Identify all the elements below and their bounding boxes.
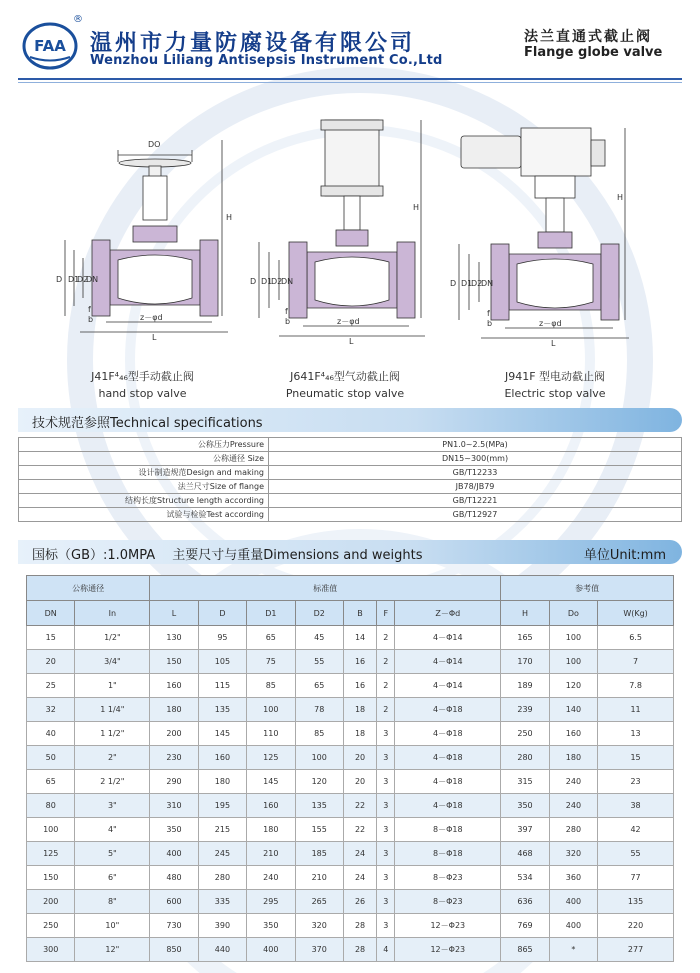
column-header: B: [343, 601, 376, 626]
column-header: D: [198, 601, 246, 626]
dim-do: DO: [148, 140, 161, 149]
table-cell: 3: [377, 890, 395, 914]
table-cell: 12": [75, 938, 150, 962]
table-cell: 636: [501, 890, 549, 914]
table-cell: 100: [27, 818, 75, 842]
table-cell: 16: [343, 650, 376, 674]
table-cell: 120: [295, 770, 343, 794]
table-row: [27, 650, 674, 674]
table-cell: 115: [198, 674, 246, 698]
table-cell: 2: [377, 698, 395, 722]
table-cell: 250: [27, 914, 75, 938]
table-cell: 2: [377, 674, 395, 698]
table-row: [27, 842, 674, 866]
table-cell: 440: [198, 938, 246, 962]
table-cell: 534: [501, 866, 549, 890]
group-header-standard: 标准值: [150, 576, 501, 601]
pneumatic-stop-valve-model: J641F⁴₄₆型气动截止阀: [290, 370, 400, 383]
table-cell: 150: [27, 866, 75, 890]
electric-stop-valve-name: Electric stop valve: [504, 387, 606, 400]
table-cell: 3/4": [75, 650, 150, 674]
spec-value: GB/T12927: [269, 508, 682, 522]
spec-row: [19, 438, 682, 452]
table-cell: 165: [501, 626, 549, 650]
header-divider: [18, 78, 682, 80]
table-row: [27, 674, 674, 698]
column-header: Do: [549, 601, 597, 626]
table-cell: *: [549, 938, 597, 962]
table-cell: 189: [501, 674, 549, 698]
table-cell: 110: [247, 722, 295, 746]
table-cell: 150: [150, 650, 198, 674]
registered-mark: ®: [73, 14, 83, 25]
table-cell: 350: [247, 914, 295, 938]
table-cell: 100: [549, 650, 597, 674]
table-cell: 120: [549, 674, 597, 698]
table-cell: 2: [377, 626, 395, 650]
table-cell: 180: [198, 770, 246, 794]
table-cell: 8": [75, 890, 150, 914]
table-cell: 140: [549, 698, 597, 722]
table-cell: 210: [295, 866, 343, 890]
group-header-nominal: 公称通径: [27, 576, 150, 601]
spec-table: [18, 437, 682, 522]
dim-f: f: [285, 307, 288, 316]
table-cell: 38: [598, 794, 674, 818]
table-cell: 250: [501, 722, 549, 746]
table-cell: 155: [295, 818, 343, 842]
table-cell: 130: [150, 626, 198, 650]
table-cell: 3: [377, 818, 395, 842]
pneumatic-stop-valve-name: Pneumatic stop valve: [285, 387, 405, 400]
pneumatic-stop-valve-drawing: [245, 100, 445, 360]
column-header: In: [75, 601, 150, 626]
spec-row: [19, 466, 682, 480]
dim-z: z－φd: [337, 317, 360, 326]
column-header: DN: [27, 601, 75, 626]
table-cell: 4－Φ14: [395, 650, 501, 674]
company-logo: [22, 22, 78, 70]
table-row: [27, 698, 674, 722]
table-row: [27, 890, 674, 914]
hand-stop-valve-model: J41F⁴₄₆型手动截止阀: [91, 370, 194, 383]
table-cell: 15: [27, 626, 75, 650]
table-cell: 397: [501, 818, 549, 842]
table-cell: 160: [150, 674, 198, 698]
dim-d: D: [450, 279, 457, 288]
dim-l: L: [551, 339, 556, 348]
table-cell: 65: [247, 626, 295, 650]
table-cell: 730: [150, 914, 198, 938]
dim-z: z－φd: [140, 313, 163, 322]
table-cell: 4－Φ18: [395, 722, 501, 746]
spec-key: 设计制造规范Design and making: [19, 466, 269, 480]
table-cell: 13: [598, 722, 674, 746]
spec-value: DN15~300(mm): [269, 452, 682, 466]
table-cell: 320: [549, 842, 597, 866]
dim-d2: D2: [271, 277, 283, 286]
dim-h: H: [413, 203, 420, 212]
table-cell: 42: [598, 818, 674, 842]
table-cell: 220: [598, 914, 674, 938]
table-cell: 135: [295, 794, 343, 818]
dimensions-table: [26, 575, 674, 962]
group-header-reference: 参考值: [501, 576, 674, 601]
table-row: [27, 938, 674, 962]
column-header: L: [150, 601, 198, 626]
table-cell: 125: [27, 842, 75, 866]
table-cell: 1 1/4": [75, 698, 150, 722]
table-cell: 480: [150, 866, 198, 890]
table-cell: 400: [549, 914, 597, 938]
table-cell: 20: [27, 650, 75, 674]
table-cell: 4: [377, 938, 395, 962]
table-cell: 310: [150, 794, 198, 818]
table-cell: 315: [501, 770, 549, 794]
table-cell: 160: [198, 746, 246, 770]
table-cell: 25: [27, 674, 75, 698]
table-cell: 50: [27, 746, 75, 770]
table-cell: 8－Φ18: [395, 818, 501, 842]
company-name-cn: 温州市力量防腐设备有限公司: [90, 31, 416, 56]
table-cell: 7.8: [598, 674, 674, 698]
page-header: [0, 0, 700, 82]
table-cell: 5": [75, 842, 150, 866]
svg-text:FAA: FAA: [34, 37, 66, 55]
dim-h: H: [226, 213, 233, 222]
table-cell: 280: [501, 746, 549, 770]
product-title-en: Flange globe valve: [524, 45, 663, 60]
spec-key: 公称压力Pressure: [19, 438, 269, 452]
table-cell: 295: [247, 890, 295, 914]
table-cell: 1/2": [75, 626, 150, 650]
table-cell: 180: [549, 746, 597, 770]
table-cell: 8－Φ23: [395, 890, 501, 914]
dim-d2: D2: [77, 275, 89, 284]
table-cell: 350: [501, 794, 549, 818]
table-row: [27, 722, 674, 746]
dim-b: b: [285, 317, 291, 326]
table-cell: 4－Φ18: [395, 770, 501, 794]
table-cell: 2": [75, 746, 150, 770]
table-cell: 80: [27, 794, 75, 818]
table-cell: 160: [549, 722, 597, 746]
table-cell: 55: [598, 842, 674, 866]
dim-d1: D1: [461, 279, 473, 288]
electric-stop-valve-model: J941F 型电动截止阀: [504, 370, 606, 383]
dimensions-section-title: 国标（GB）:1.0MPA 主要尺寸与重量Dimensions and weights: [32, 548, 423, 563]
table-cell: 6.5: [598, 626, 674, 650]
table-cell: 100: [295, 746, 343, 770]
table-cell: 4－Φ18: [395, 794, 501, 818]
table-cell: 24: [343, 866, 376, 890]
table-cell: 65: [27, 770, 75, 794]
column-header: D2: [295, 601, 343, 626]
table-cell: 400: [150, 842, 198, 866]
table-cell: 1 1/2": [75, 722, 150, 746]
dim-d1: D1: [261, 277, 273, 286]
table-cell: 100: [549, 626, 597, 650]
spec-value: GB/T12233: [269, 466, 682, 480]
table-cell: 28: [343, 914, 376, 938]
table-cell: 65: [295, 674, 343, 698]
company-name-en: Wenzhou Liliang Antisepsis Instrument Co.,Ltd: [90, 53, 443, 68]
spec-key: 结构长度Structure length according: [19, 494, 269, 508]
table-cell: 850: [150, 938, 198, 962]
table-cell: 4－Φ18: [395, 698, 501, 722]
column-header: Z－Φd: [395, 601, 501, 626]
spec-section-header: [18, 408, 682, 432]
table-cell: 32: [27, 698, 75, 722]
table-row: [27, 770, 674, 794]
table-cell: 4－Φ18: [395, 746, 501, 770]
spec-key: 公称通径 Size: [19, 452, 269, 466]
table-cell: 20: [343, 770, 376, 794]
spec-value: JB78/JB79: [269, 480, 682, 494]
spec-row: [19, 452, 682, 466]
table-cell: 20: [343, 746, 376, 770]
table-cell: 2 1/2": [75, 770, 150, 794]
table-cell: 135: [198, 698, 246, 722]
table-row: [27, 794, 674, 818]
table-cell: 865: [501, 938, 549, 962]
spec-key: 法兰尺寸Size of flange: [19, 480, 269, 494]
table-cell: 45: [295, 626, 343, 650]
spec-row: [19, 508, 682, 522]
table-cell: 78: [295, 698, 343, 722]
table-cell: 180: [150, 698, 198, 722]
table-cell: 280: [549, 818, 597, 842]
table-cell: 125: [247, 746, 295, 770]
table-cell: 14: [343, 626, 376, 650]
spec-key: 试验与检验Test according: [19, 508, 269, 522]
table-cell: 245: [198, 842, 246, 866]
spec-section-title: 技术规范参照Technical specifications: [32, 416, 263, 431]
dim-l: L: [152, 333, 157, 342]
spec-row: [19, 494, 682, 508]
table-cell: 75: [247, 650, 295, 674]
table-cell: 16: [343, 674, 376, 698]
table-cell: 105: [198, 650, 246, 674]
dim-d1: D1: [68, 275, 80, 284]
dimensions-section-header: [18, 540, 682, 564]
table-cell: 145: [198, 722, 246, 746]
table-row: [27, 818, 674, 842]
table-cell: 18: [343, 722, 376, 746]
table-cell: 280: [198, 866, 246, 890]
table-cell: 8－Φ18: [395, 842, 501, 866]
dim-b: b: [88, 315, 94, 324]
table-cell: 320: [295, 914, 343, 938]
table-cell: 145: [247, 770, 295, 794]
table-cell: 2: [377, 650, 395, 674]
table-cell: 26: [343, 890, 376, 914]
table-cell: 77: [598, 866, 674, 890]
table-cell: 3: [377, 842, 395, 866]
dim-d: D: [56, 275, 63, 284]
hand-stop-valve-name: hand stop valve: [98, 387, 187, 400]
table-cell: 215: [198, 818, 246, 842]
column-header: H: [501, 601, 549, 626]
table-cell: 3: [377, 794, 395, 818]
table-row: [27, 626, 674, 650]
table-cell: 160: [247, 794, 295, 818]
spec-value: GB/T12221: [269, 494, 682, 508]
table-row: [27, 746, 674, 770]
dim-dn: DN: [86, 275, 99, 284]
table-cell: 4": [75, 818, 150, 842]
table-cell: 23: [598, 770, 674, 794]
table-cell: 468: [501, 842, 549, 866]
table-cell: 200: [27, 890, 75, 914]
table-cell: 240: [247, 866, 295, 890]
table-cell: 85: [247, 674, 295, 698]
table-cell: 6": [75, 866, 150, 890]
table-cell: 230: [150, 746, 198, 770]
hand-stop-valve-drawing: [40, 100, 245, 360]
table-cell: 277: [598, 938, 674, 962]
column-header: W(Kg): [598, 601, 674, 626]
table-cell: 15: [598, 746, 674, 770]
table-cell: 4－Φ14: [395, 674, 501, 698]
table-cell: 185: [295, 842, 343, 866]
table-cell: 12－Φ23: [395, 914, 501, 938]
table-cell: 12－Φ23: [395, 938, 501, 962]
table-cell: 135: [598, 890, 674, 914]
column-header: D1: [247, 601, 295, 626]
spec-value: PN1.0~2.5(MPa): [269, 438, 682, 452]
column-header: F: [377, 601, 395, 626]
spec-row: [19, 480, 682, 494]
table-cell: 10": [75, 914, 150, 938]
table-cell: 300: [27, 938, 75, 962]
table-cell: 55: [295, 650, 343, 674]
table-cell: 3: [377, 770, 395, 794]
table-cell: 170: [501, 650, 549, 674]
table-cell: 335: [198, 890, 246, 914]
table-cell: 3: [377, 866, 395, 890]
table-cell: 180: [247, 818, 295, 842]
table-cell: 239: [501, 698, 549, 722]
dim-d: D: [250, 277, 257, 286]
table-cell: 7: [598, 650, 674, 674]
table-cell: 210: [247, 842, 295, 866]
dim-dn: DN: [281, 277, 294, 286]
dim-dn: DN: [481, 279, 494, 288]
table-cell: 360: [549, 866, 597, 890]
table-cell: 290: [150, 770, 198, 794]
table-row: [27, 866, 674, 890]
table-cell: 3: [377, 914, 395, 938]
table-cell: 265: [295, 890, 343, 914]
table-cell: 18: [343, 698, 376, 722]
table-cell: 28: [343, 938, 376, 962]
table-cell: 95: [198, 626, 246, 650]
table-cell: 4－Φ14: [395, 626, 501, 650]
table-cell: 350: [150, 818, 198, 842]
table-cell: 3: [377, 722, 395, 746]
table-cell: 3": [75, 794, 150, 818]
table-cell: 8－Φ23: [395, 866, 501, 890]
table-cell: 400: [247, 938, 295, 962]
table-cell: 390: [198, 914, 246, 938]
table-cell: 40: [27, 722, 75, 746]
dim-h: H: [617, 193, 624, 202]
table-cell: 11: [598, 698, 674, 722]
table-cell: 240: [549, 794, 597, 818]
table-cell: 22: [343, 818, 376, 842]
dim-z: z－φd: [539, 319, 562, 328]
table-cell: 370: [295, 938, 343, 962]
table-cell: 200: [150, 722, 198, 746]
dim-f: f: [88, 305, 91, 314]
dim-d2: D2: [471, 279, 483, 288]
table-cell: 400: [549, 890, 597, 914]
dimensions-unit: 单位Unit:mm: [583, 548, 666, 563]
dim-b: b: [487, 319, 493, 328]
table-row: [27, 914, 674, 938]
dim-l: L: [349, 337, 354, 346]
table-cell: 3: [377, 746, 395, 770]
header-divider-thin: [18, 82, 682, 83]
table-cell: 1": [75, 674, 150, 698]
product-title-cn: 法兰直通式截止阀: [524, 29, 652, 45]
table-cell: 22: [343, 794, 376, 818]
table-cell: 100: [247, 698, 295, 722]
table-cell: 240: [549, 770, 597, 794]
table-cell: 769: [501, 914, 549, 938]
dim-f: f: [487, 309, 490, 318]
electric-stop-valve-drawing: [445, 100, 660, 360]
table-cell: 24: [343, 842, 376, 866]
table-cell: 195: [198, 794, 246, 818]
table-cell: 85: [295, 722, 343, 746]
table-cell: 600: [150, 890, 198, 914]
